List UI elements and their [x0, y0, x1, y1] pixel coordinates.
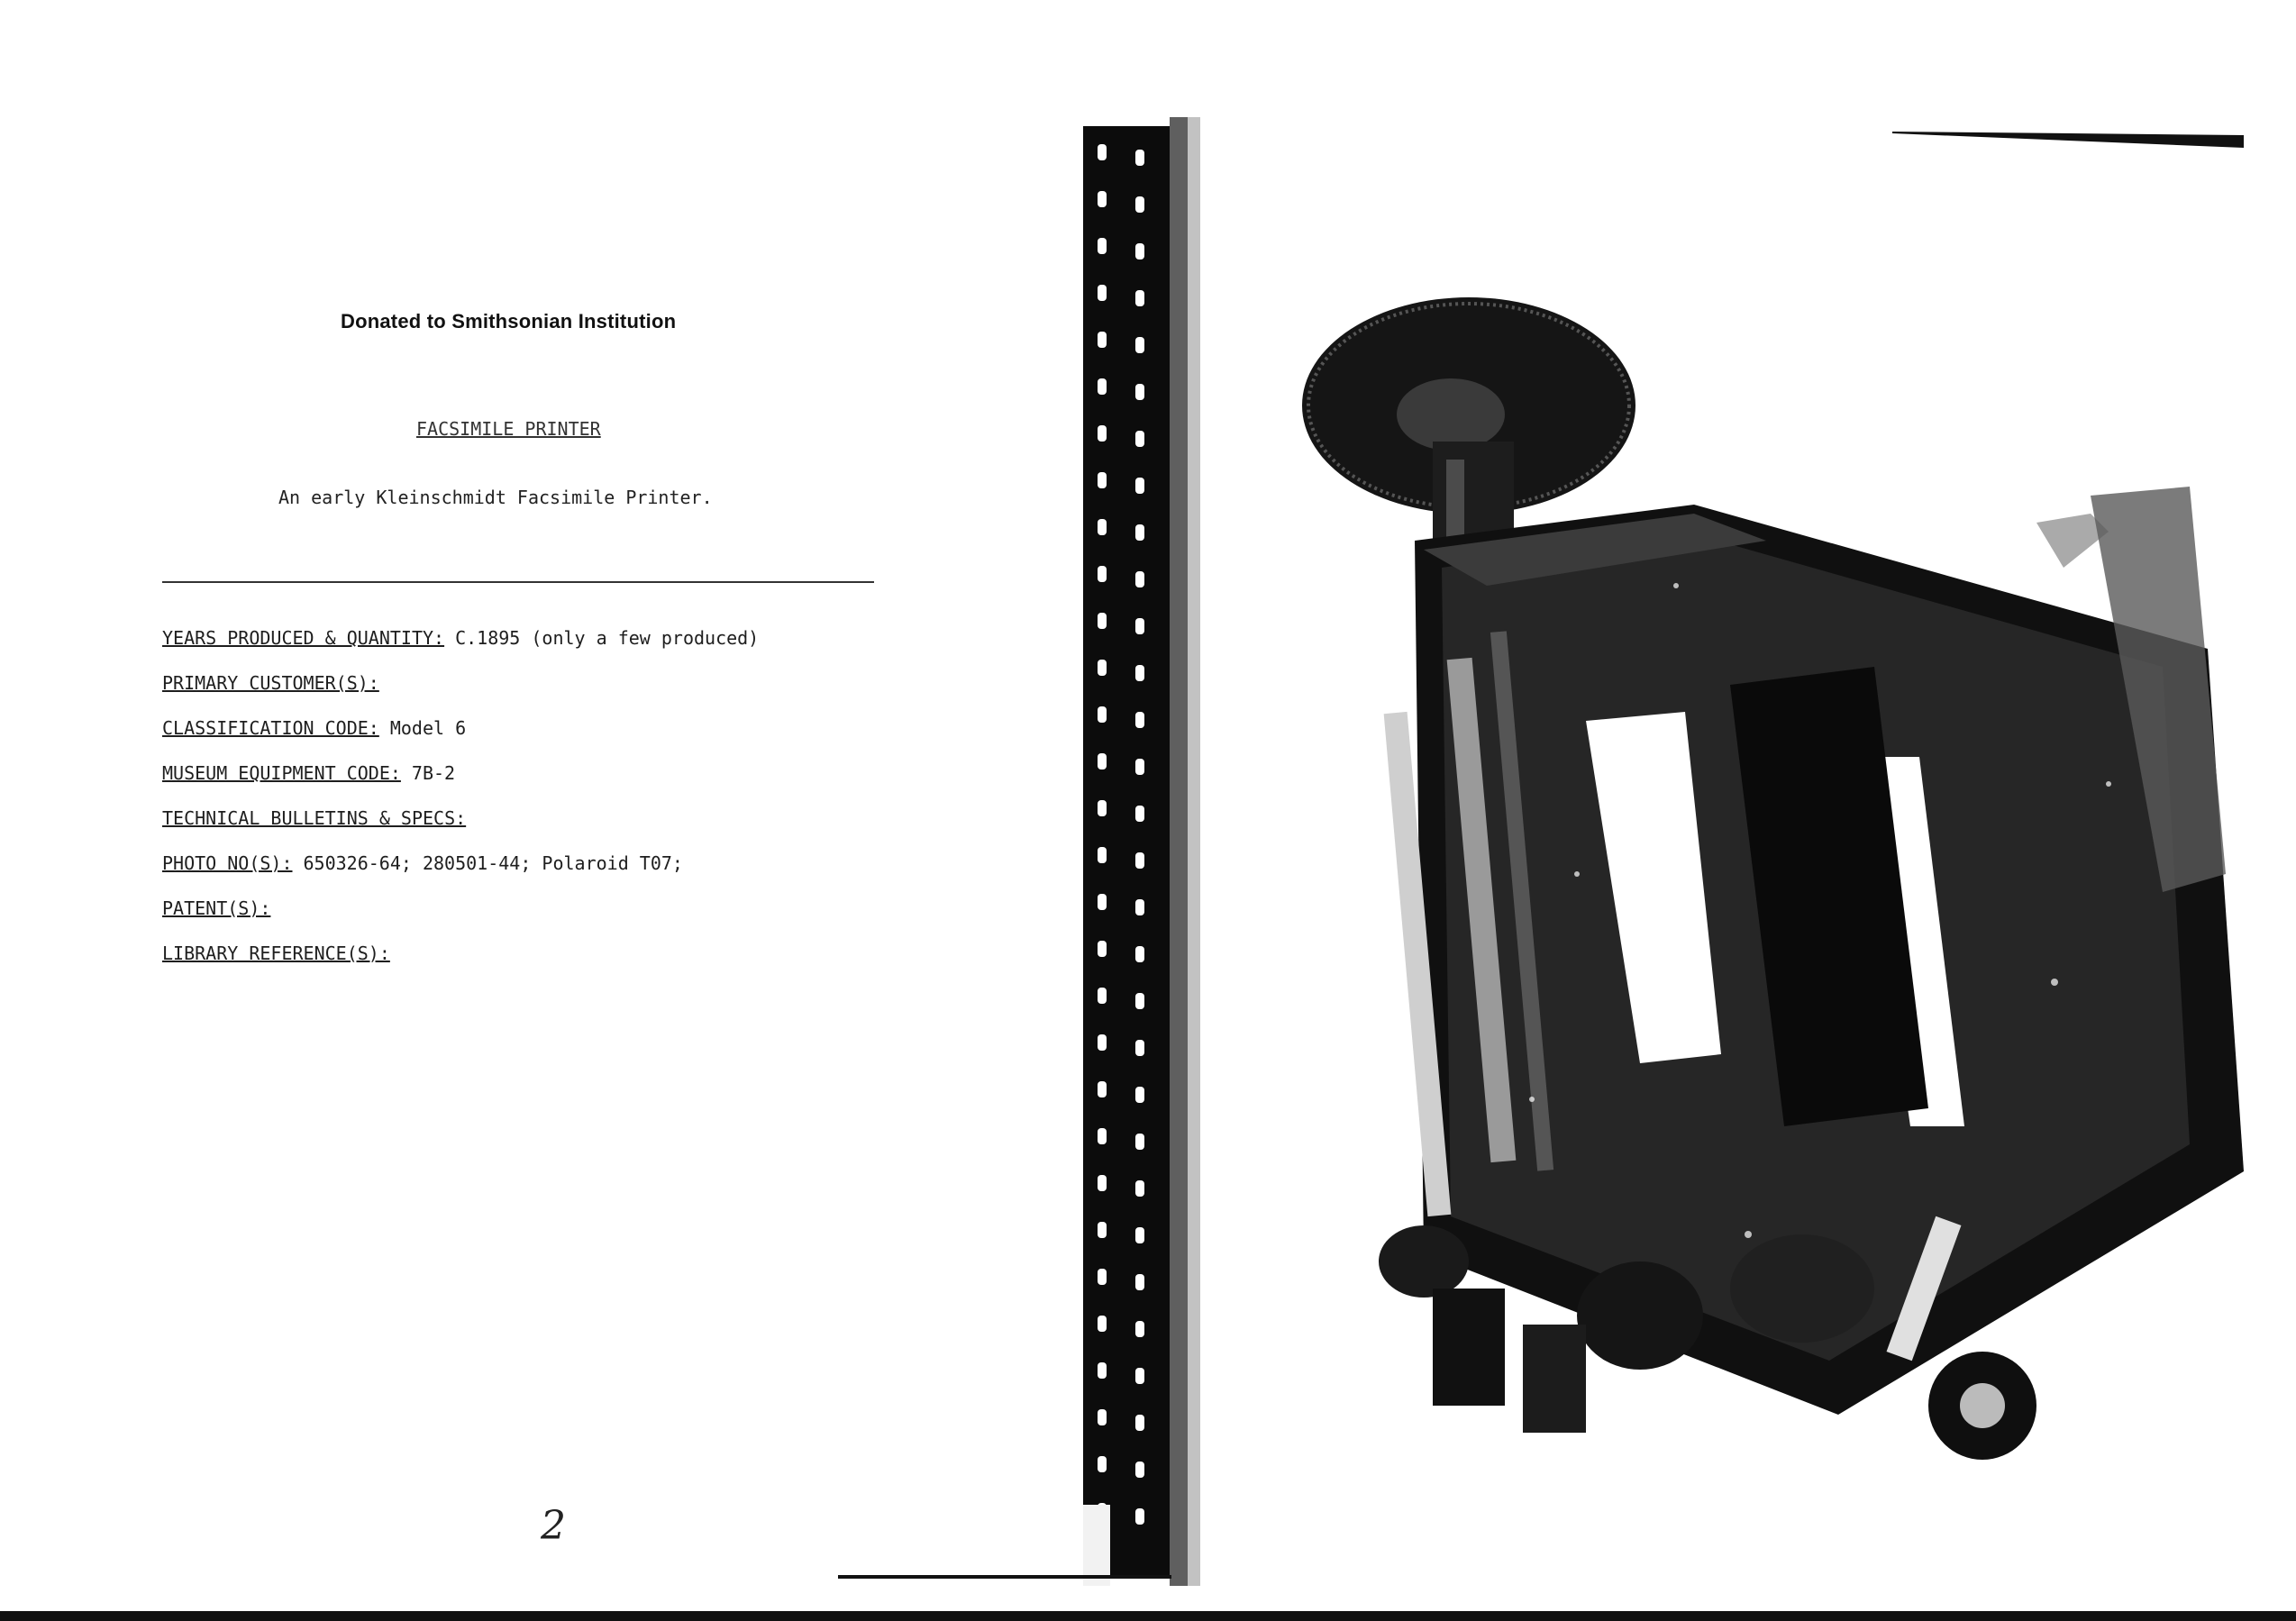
film-sprocket-hole: [1135, 1368, 1144, 1384]
film-sprocket-hole: [1135, 1134, 1144, 1150]
film-sprocket-hole: [1135, 384, 1144, 400]
field-value: Model 6: [389, 717, 467, 739]
film-sprocket-hole: [1098, 753, 1107, 770]
facsimile-printer-photo: [1298, 243, 2253, 1496]
field-museum-equipment-code: [162, 760, 759, 805]
film-sprocket-hole: [1098, 613, 1107, 629]
field-value: 7B-2: [411, 762, 456, 784]
film-sprocket-hole: [1135, 993, 1144, 1009]
document-title: FACSIMILE PRINTER: [416, 418, 601, 440]
film-sprocket-hole: [1135, 1087, 1144, 1103]
film-sprocket-hole: [1135, 1274, 1144, 1290]
film-sprocket-hole: [1135, 946, 1144, 962]
film-sprocket-hole: [1098, 800, 1107, 816]
film-sprocket-hole: [1098, 706, 1107, 723]
field-photo-numbers: [162, 850, 759, 895]
film-sprocket-hole: [1098, 238, 1107, 254]
film-sprocket-hole: [1135, 571, 1144, 587]
film-sprocket-hole: [1098, 285, 1107, 301]
film-sprocket-hole: [1135, 852, 1144, 869]
film-sprocket-hole: [1098, 988, 1107, 1004]
field-primary-customer: [162, 669, 759, 715]
scan-edge-bottom-full: [0, 1611, 2296, 1621]
film-sprocket-hole: [1098, 1222, 1107, 1238]
handwritten-page-number: 2: [541, 1503, 566, 1549]
film-sprocket-hole: [1135, 618, 1144, 634]
divider-rule: [162, 581, 874, 583]
film-sprocket-hole: [1098, 1269, 1107, 1285]
film-sprocket-hole: [1098, 660, 1107, 676]
field-library-references: [162, 940, 759, 985]
donation-header: Donated to Smithsonian Institution: [341, 310, 677, 332]
film-sprocket-hole: [1098, 425, 1107, 442]
film-sprocket-hole: [1098, 566, 1107, 582]
field-label: TECHNICAL BULLETINS & SPECS:: [162, 807, 467, 829]
field-patents: [162, 895, 759, 940]
document-subtitle: An early Kleinschmidt Facsimile Printer.: [278, 487, 713, 508]
film-sprocket-hole: [1135, 1180, 1144, 1197]
film-sprocket-hole: [1098, 144, 1107, 160]
film-sprocket-hole: [1135, 243, 1144, 260]
film-sprocket-hole: [1135, 431, 1144, 447]
film-sprocket-hole: [1098, 1034, 1107, 1051]
film-sprocket-hole: [1098, 378, 1107, 395]
film-sprocket-hole: [1135, 1227, 1144, 1243]
field-value: C.1895 (only a few produced): [455, 627, 760, 649]
film-sprocket-hole: [1098, 847, 1107, 863]
field-label: PATENT(S):: [162, 897, 271, 919]
film-sprocket-hole: [1135, 337, 1144, 353]
field-label: PRIMARY CUSTOMER(S):: [162, 672, 379, 694]
film-sprocket-hole: [1098, 1081, 1107, 1097]
film-sprocket-hole: [1135, 899, 1144, 915]
field-label: CLASSIFICATION CODE:: [162, 717, 379, 739]
film-sprocket-hole: [1098, 941, 1107, 957]
film-sprocket-hole: [1098, 1409, 1107, 1425]
field-years-produced: [162, 624, 759, 669]
film-sprocket-hole: [1098, 1316, 1107, 1332]
film-sprocket-hole: [1098, 1456, 1107, 1472]
field-label: LIBRARY REFERENCE(S):: [162, 943, 390, 964]
film-sprocket-hole: [1135, 1508, 1144, 1525]
film-sprocket-hole: [1098, 1362, 1107, 1379]
film-sprocket-hole: [1135, 478, 1144, 494]
film-sprocket-hole: [1135, 1321, 1144, 1337]
field-label: PHOTO NO(S):: [162, 852, 293, 874]
film-strip-image: [1045, 117, 1216, 1586]
film-sprocket-hole: [1135, 524, 1144, 541]
film-sprocket-hole: [1135, 290, 1144, 306]
film-sprocket-hole: [1135, 806, 1144, 822]
film-sprocket-hole: [1135, 150, 1144, 166]
film-sprocket-hole: [1135, 759, 1144, 775]
scan-edge-top-right: [1892, 126, 2253, 153]
scan-edge-bottom: [838, 1568, 1180, 1586]
film-sprocket-hole: [1098, 1128, 1107, 1144]
field-label: YEARS PRODUCED & QUANTITY:: [162, 627, 445, 649]
film-sprocket-hole: [1135, 1415, 1144, 1431]
film-sprocket-hole: [1135, 665, 1144, 681]
film-sprocket-hole: [1135, 712, 1144, 728]
field-value: 650326-64; 280501-44; Polaroid T07;: [303, 852, 683, 874]
film-sprocket-hole: [1135, 1040, 1144, 1056]
film-sprocket-hole: [1098, 472, 1107, 488]
film-sprocket-hole: [1135, 196, 1144, 213]
film-sprocket-hole: [1098, 519, 1107, 535]
film-sprocket-hole: [1135, 1462, 1144, 1478]
film-sprocket-hole: [1098, 1175, 1107, 1191]
film-sprocket-hole: [1098, 894, 1107, 910]
field-classification-code: [162, 715, 759, 760]
field-technical-bulletins: [162, 805, 759, 850]
field-label: MUSEUM EQUIPMENT CODE:: [162, 762, 401, 784]
film-sprocket-hole: [1098, 191, 1107, 207]
field-list: [162, 624, 759, 985]
film-sprocket-hole: [1098, 332, 1107, 348]
